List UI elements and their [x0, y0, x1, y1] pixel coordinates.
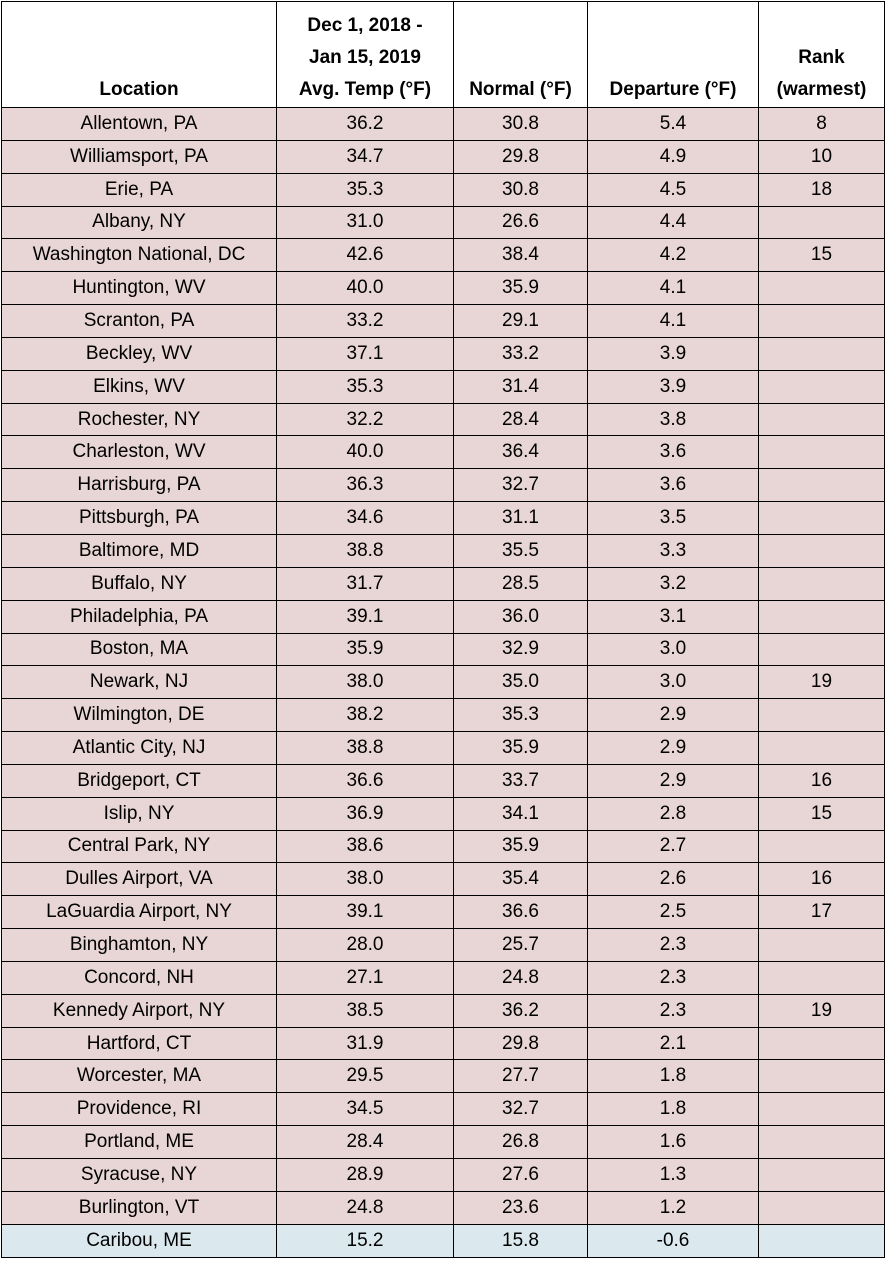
rank-cell	[759, 929, 885, 962]
normal-cell: 35.4	[454, 863, 588, 896]
avg-temp-cell: 38.8	[277, 732, 454, 765]
table-row	[2, 863, 885, 896]
location-cell: Worcester, MA	[2, 1060, 277, 1093]
rank-cell: 17	[759, 896, 885, 929]
departure-cell: 4.1	[588, 305, 759, 338]
departure-cell: 3.0	[588, 633, 759, 666]
normal-cell: 29.8	[454, 140, 588, 173]
avg-temp-cell: 35.9	[277, 633, 454, 666]
departure-cell: 3.9	[588, 337, 759, 370]
normal-cell: 32.9	[454, 633, 588, 666]
table-row	[2, 1191, 885, 1224]
normal-cell: 31.4	[454, 370, 588, 403]
location-cell: Islip, NY	[2, 797, 277, 830]
avg-temp-cell: 29.5	[277, 1060, 454, 1093]
table-row	[2, 140, 885, 173]
table-row	[2, 830, 885, 863]
rank-cell	[759, 1093, 885, 1126]
rank-cell	[759, 305, 885, 338]
header-departure	[588, 2, 759, 108]
avg-temp-cell: 40.0	[277, 436, 454, 469]
rank-cell	[759, 567, 885, 600]
table-row	[2, 1027, 885, 1060]
temperature-table	[1, 1, 885, 1258]
location-cell: Newark, NJ	[2, 666, 277, 699]
departure-cell: 3.1	[588, 600, 759, 633]
departure-cell: 3.8	[588, 403, 759, 436]
rank-cell: 16	[759, 764, 885, 797]
normal-cell: 36.4	[454, 436, 588, 469]
table-row	[2, 534, 885, 567]
table-row	[2, 797, 885, 830]
avg-temp-cell: 27.1	[277, 961, 454, 994]
rank-cell	[759, 600, 885, 633]
header-normal	[454, 2, 588, 108]
location-cell: Charleston, WV	[2, 436, 277, 469]
normal-cell: 35.9	[454, 272, 588, 305]
departure-cell: 2.3	[588, 929, 759, 962]
normal-cell: 33.2	[454, 337, 588, 370]
table-row	[2, 929, 885, 962]
avg-temp-cell: 42.6	[277, 239, 454, 272]
table-row	[2, 1060, 885, 1093]
header-avg-temp	[277, 2, 454, 108]
rank-cell	[759, 337, 885, 370]
normal-cell: 30.8	[454, 173, 588, 206]
avg-temp-cell: 31.9	[277, 1027, 454, 1060]
departure-cell: 2.7	[588, 830, 759, 863]
rank-cell	[759, 830, 885, 863]
normal-cell: 23.6	[454, 1191, 588, 1224]
avg-temp-cell: 32.2	[277, 403, 454, 436]
table-row	[2, 436, 885, 469]
table-row	[2, 370, 885, 403]
rank-cell	[759, 1027, 885, 1060]
rank-cell	[759, 534, 885, 567]
rank-cell	[759, 732, 885, 765]
avg-temp-cell: 38.8	[277, 534, 454, 567]
location-cell: Rochester, NY	[2, 403, 277, 436]
avg-temp-cell: 35.3	[277, 173, 454, 206]
normal-cell: 24.8	[454, 961, 588, 994]
location-cell: Kennedy Airport, NY	[2, 994, 277, 1027]
table-row	[2, 732, 885, 765]
avg-temp-cell: 38.5	[277, 994, 454, 1027]
table-row	[2, 502, 885, 535]
normal-cell: 25.7	[454, 929, 588, 962]
rank-cell: 15	[759, 797, 885, 830]
table-row	[2, 567, 885, 600]
departure-cell: 5.4	[588, 108, 759, 141]
normal-cell: 15.8	[454, 1224, 588, 1257]
location-cell: Concord, NH	[2, 961, 277, 994]
rank-cell	[759, 1126, 885, 1159]
avg-temp-cell: 28.0	[277, 929, 454, 962]
table-row	[2, 633, 885, 666]
avg-temp-cell: 39.1	[277, 896, 454, 929]
departure-cell: 3.5	[588, 502, 759, 535]
rank-cell	[759, 436, 885, 469]
header-rank-line: (warmest)	[776, 79, 867, 100]
table-row	[2, 206, 885, 239]
normal-cell: 34.1	[454, 797, 588, 830]
normal-cell: 29.8	[454, 1027, 588, 1060]
normal-cell: 36.6	[454, 896, 588, 929]
header-normal-line: Normal (°F)	[469, 79, 572, 100]
rank-cell	[759, 206, 885, 239]
normal-cell: 35.9	[454, 830, 588, 863]
table-row	[2, 764, 885, 797]
departure-cell: 2.6	[588, 863, 759, 896]
header-location	[2, 2, 277, 108]
header-rank-line: Rank	[798, 47, 845, 68]
rank-cell	[759, 370, 885, 403]
rank-cell	[759, 961, 885, 994]
departure-cell: 2.9	[588, 764, 759, 797]
table-row	[2, 108, 885, 141]
rank-cell: 19	[759, 666, 885, 699]
rank-cell	[759, 699, 885, 732]
table-row	[2, 173, 885, 206]
header-departure-line: Departure (°F)	[609, 79, 737, 100]
table-row	[2, 699, 885, 732]
location-cell: LaGuardia Airport, NY	[2, 896, 277, 929]
rank-cell: 15	[759, 239, 885, 272]
normal-cell: 30.8	[454, 108, 588, 141]
departure-cell: 3.3	[588, 534, 759, 567]
location-cell: Caribou, ME	[2, 1224, 277, 1257]
departure-cell: 3.0	[588, 666, 759, 699]
normal-cell: 32.7	[454, 469, 588, 502]
avg-temp-cell: 28.9	[277, 1159, 454, 1192]
header-avg-temp-line: Avg. Temp (°F)	[298, 79, 432, 100]
departure-cell: 2.8	[588, 797, 759, 830]
normal-cell: 36.0	[454, 600, 588, 633]
normal-cell: 29.1	[454, 305, 588, 338]
avg-temp-cell: 38.2	[277, 699, 454, 732]
location-cell: Williamsport, PA	[2, 140, 277, 173]
table-row	[2, 272, 885, 305]
location-cell: Central Park, NY	[2, 830, 277, 863]
rank-cell	[759, 1159, 885, 1192]
location-cell: Atlantic City, NJ	[2, 732, 277, 765]
table-row	[2, 994, 885, 1027]
departure-cell: 4.4	[588, 206, 759, 239]
rank-cell	[759, 272, 885, 305]
location-cell: Wilmington, DE	[2, 699, 277, 732]
departure-cell: 3.2	[588, 567, 759, 600]
avg-temp-cell: 37.1	[277, 337, 454, 370]
avg-temp-cell: 33.2	[277, 305, 454, 338]
avg-temp-cell: 24.8	[277, 1191, 454, 1224]
departure-cell: 4.5	[588, 173, 759, 206]
location-cell: Baltimore, MD	[2, 534, 277, 567]
avg-temp-cell: 35.3	[277, 370, 454, 403]
table-body	[2, 108, 885, 1258]
departure-cell: 2.3	[588, 961, 759, 994]
avg-temp-cell: 31.0	[277, 206, 454, 239]
departure-cell: 3.9	[588, 370, 759, 403]
table-row	[2, 896, 885, 929]
normal-cell: 26.8	[454, 1126, 588, 1159]
normal-cell: 36.2	[454, 994, 588, 1027]
table-row	[2, 1093, 885, 1126]
departure-cell: -0.6	[588, 1224, 759, 1257]
normal-cell: 28.5	[454, 567, 588, 600]
normal-cell: 32.7	[454, 1093, 588, 1126]
table-row	[2, 403, 885, 436]
departure-cell: 2.9	[588, 699, 759, 732]
rank-cell	[759, 1224, 885, 1257]
avg-temp-cell: 31.7	[277, 567, 454, 600]
location-cell: Pittsburgh, PA	[2, 502, 277, 535]
location-cell: Washington National, DC	[2, 239, 277, 272]
rank-cell: 19	[759, 994, 885, 1027]
location-cell: Beckley, WV	[2, 337, 277, 370]
header-rank	[759, 2, 885, 108]
departure-cell: 1.6	[588, 1126, 759, 1159]
departure-cell: 1.8	[588, 1060, 759, 1093]
avg-temp-cell: 39.1	[277, 600, 454, 633]
avg-temp-cell: 34.7	[277, 140, 454, 173]
normal-cell: 35.3	[454, 699, 588, 732]
avg-temp-cell: 36.9	[277, 797, 454, 830]
table-row	[2, 239, 885, 272]
avg-temp-cell: 36.2	[277, 108, 454, 141]
avg-temp-cell: 38.0	[277, 863, 454, 896]
rank-cell	[759, 1060, 885, 1093]
normal-cell: 35.5	[454, 534, 588, 567]
normal-cell: 35.9	[454, 732, 588, 765]
table-row	[2, 305, 885, 338]
location-cell: Erie, PA	[2, 173, 277, 206]
departure-cell: 3.6	[588, 469, 759, 502]
location-cell: Providence, RI	[2, 1093, 277, 1126]
avg-temp-cell: 36.6	[277, 764, 454, 797]
location-cell: Elkins, WV	[2, 370, 277, 403]
rank-cell: 18	[759, 173, 885, 206]
location-cell: Syracuse, NY	[2, 1159, 277, 1192]
location-cell: Philadelphia, PA	[2, 600, 277, 633]
normal-cell: 27.6	[454, 1159, 588, 1192]
avg-temp-cell: 34.5	[277, 1093, 454, 1126]
table-row	[2, 1159, 885, 1192]
location-cell: Portland, ME	[2, 1126, 277, 1159]
departure-cell: 2.1	[588, 1027, 759, 1060]
avg-temp-cell: 36.3	[277, 469, 454, 502]
normal-cell: 38.4	[454, 239, 588, 272]
normal-cell: 27.7	[454, 1060, 588, 1093]
departure-cell: 3.6	[588, 436, 759, 469]
avg-temp-cell: 34.6	[277, 502, 454, 535]
header-avg-temp-line: Dec 1, 2018 -	[307, 15, 423, 36]
table-row	[2, 666, 885, 699]
location-cell: Harrisburg, PA	[2, 469, 277, 502]
departure-cell: 2.9	[588, 732, 759, 765]
avg-temp-cell: 38.0	[277, 666, 454, 699]
rank-cell	[759, 1191, 885, 1224]
rank-cell: 16	[759, 863, 885, 896]
location-cell: Bridgeport, CT	[2, 764, 277, 797]
departure-cell: 4.9	[588, 140, 759, 173]
rank-cell	[759, 403, 885, 436]
location-cell: Binghamton, NY	[2, 929, 277, 962]
departure-cell: 2.3	[588, 994, 759, 1027]
table-row	[2, 961, 885, 994]
location-cell: Scranton, PA	[2, 305, 277, 338]
normal-cell: 33.7	[454, 764, 588, 797]
departure-cell: 1.3	[588, 1159, 759, 1192]
location-cell: Albany, NY	[2, 206, 277, 239]
normal-cell: 35.0	[454, 666, 588, 699]
departure-cell: 1.2	[588, 1191, 759, 1224]
header-avg-temp-line: Jan 15, 2019	[309, 47, 421, 68]
normal-cell: 31.1	[454, 502, 588, 535]
table-row	[2, 337, 885, 370]
departure-cell: 4.2	[588, 239, 759, 272]
departure-cell: 1.8	[588, 1093, 759, 1126]
rank-cell	[759, 502, 885, 535]
departure-cell: 2.5	[588, 896, 759, 929]
location-cell: Hartford, CT	[2, 1027, 277, 1060]
rank-cell	[759, 469, 885, 502]
location-cell: Huntington, WV	[2, 272, 277, 305]
location-cell: Dulles Airport, VA	[2, 863, 277, 896]
rank-cell	[759, 633, 885, 666]
rank-cell: 10	[759, 140, 885, 173]
location-cell: Buffalo, NY	[2, 567, 277, 600]
rank-cell: 8	[759, 108, 885, 141]
normal-cell: 26.6	[454, 206, 588, 239]
table-row	[2, 469, 885, 502]
avg-temp-cell: 28.4	[277, 1126, 454, 1159]
table-row	[2, 600, 885, 633]
normal-cell: 28.4	[454, 403, 588, 436]
departure-cell: 4.1	[588, 272, 759, 305]
avg-temp-cell: 40.0	[277, 272, 454, 305]
location-cell: Boston, MA	[2, 633, 277, 666]
table-row	[2, 1126, 885, 1159]
avg-temp-cell: 15.2	[277, 1224, 454, 1257]
avg-temp-cell: 38.6	[277, 830, 454, 863]
location-cell: Allentown, PA	[2, 108, 277, 141]
header-row	[2, 2, 885, 108]
location-cell: Burlington, VT	[2, 1191, 277, 1224]
header-location-line: Location	[99, 79, 179, 100]
table-row	[2, 1224, 885, 1257]
